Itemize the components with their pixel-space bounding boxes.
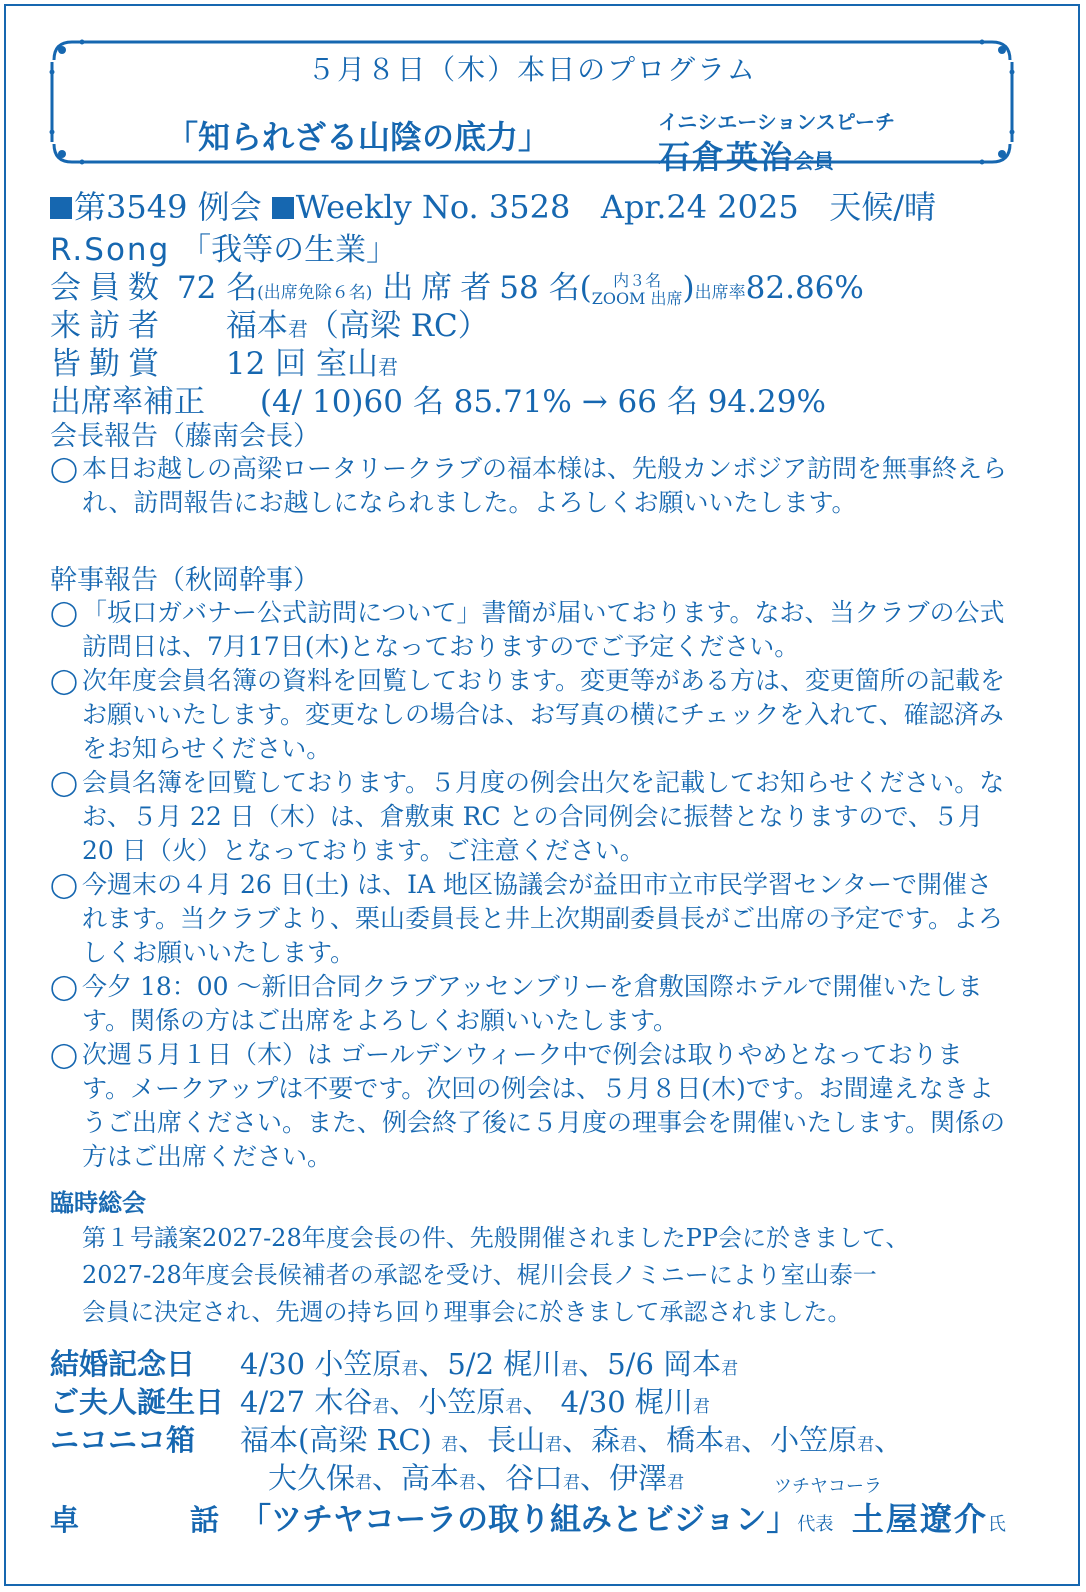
perfect-attendance-line: 皆勤賞 12 回 室山君: [50, 346, 399, 382]
list-item: ◯ 「坂口ガバナー公式訪問について」書簡が届いております。なお、当クラブの公式訪問日は、7月17日(木)となっておりますのでご予定ください。: [50, 598, 1005, 661]
program-heading: ５月８日（木）本日のプログラム: [307, 53, 757, 86]
speech-title: 「知られざる山陰の底力」: [166, 118, 551, 156]
president-report-heading: 会長報告（藤南会長）: [50, 421, 320, 452]
president-report: [50, 452, 1010, 520]
list-item: ◯ 今夕 18：00 ～新旧合同クラブアッセンブリーを倉敷国際ホテルで開催いたします。関係の方はご出席をよろしくお願いいたします。: [50, 972, 983, 1035]
list-item: ◯ 次週５月１日（木）は ゴールデンウィーク中で例会は取りやめとなっております。メークアップは不要です。次回の例会は、５月８日(木)です。お間違えなきようご出席ください。また、例会終了後に５月度の理事会を開催いたします。関係の方はご出席ください。: [50, 1040, 1006, 1171]
membership-line: 会員数 72 名(出席免除６名) 出席者58 名( 内３名 ZOOM 出席)出席率82.86%: [50, 270, 864, 308]
speech-kind: イニシエーションスピーチ: [658, 110, 895, 134]
spouse-birthday-row: ご夫人誕生日 4/27 木谷君、小笠原君、 4/30 梶川君: [50, 1385, 710, 1419]
rotary-song: R.Song 「我等の生業」: [50, 232, 398, 268]
meeting-line: 第3549 例会 Weekly No. 3528 Apr.24 2025 天候/晴: [50, 182, 936, 228]
wedding-anniversary-row: 結婚記念日 4/30 小笠原君、5/2 梶川君、5/6 岡本君: [50, 1347, 739, 1381]
extraordinary-meeting-heading: 臨時総会: [50, 1189, 146, 1217]
secretary-report-heading: 幹事報告（秋岡幹事）: [50, 565, 320, 596]
smile-box-row-2: 大久保君、高本君、谷口君、伊澤君: [268, 1461, 685, 1495]
program-frame: [48, 36, 1016, 176]
smile-box-row: ニコニコ箱 福本(高梁 RC) 君、長山君、森君、橋本君、小笠原君、: [50, 1423, 904, 1457]
attendance-correction-line: 出席率補正 (4/ 10)60 名 85.71% → 66 名 94.29%: [50, 384, 826, 420]
visitors-line: 来訪者 福本君（高梁 RC）: [50, 308, 489, 344]
list-item: ◯ 会員名簿を回覧しております。５月度の例会出欠を記載してお知らせください。なお、５月 22 日（木）は、倉敷東 RC との合同例会に振替となりますので、５月 20 日（火）となっております。ご注意ください。: [50, 768, 1005, 865]
speaker-name: 石倉英治会員: [658, 138, 835, 176]
zoom-note: 内３名 ZOOM 出席: [591, 270, 683, 308]
secretary-report: [50, 596, 1010, 1174]
list-item: ◯ 次年度会員名簿の資料を回覧しております。変更等がある方は、変更箇所の記載をお願いいたします。変更なしの場合は、お写真の横にチェックを入れて、確認済みをお知らせください。: [50, 666, 1006, 763]
square-bullet-icon: [272, 197, 294, 219]
list-item: ◯ 今週末の４月 26 日(土) は、IA 地区協議会が益田市立市民学習センターで開催されます。当クラブより、栗山委員長と井上次期副委員長がご出席の予定です。よろしくお願いいたします。: [50, 870, 1004, 967]
table-talk-row: 卓 話 「ツチヤコーラの取り組みとビジョン」代表 土屋遼介氏: [50, 1500, 1006, 1538]
company-ruby: ツチヤコーラ: [774, 1476, 882, 1497]
list-item: ◯ 本日お越しの高梁ロータリークラブの福本様は、先般カンボジア訪問を無事終えられ、訪問報告にお越しになられました。よろしくお願いいたします。: [50, 454, 1008, 517]
extraordinary-meeting-body: 第１号議案2027-28年度会長の件、先般開催されましたPP会に於きまして、 2027-28年度会長候補者の承認を受け、梶川会長ノミニーにより室山泰一 会員に決定され、先週の持ち回り理事会に於きまして承認されました。: [82, 1224, 910, 1326]
square-bullet-icon: [50, 197, 72, 219]
